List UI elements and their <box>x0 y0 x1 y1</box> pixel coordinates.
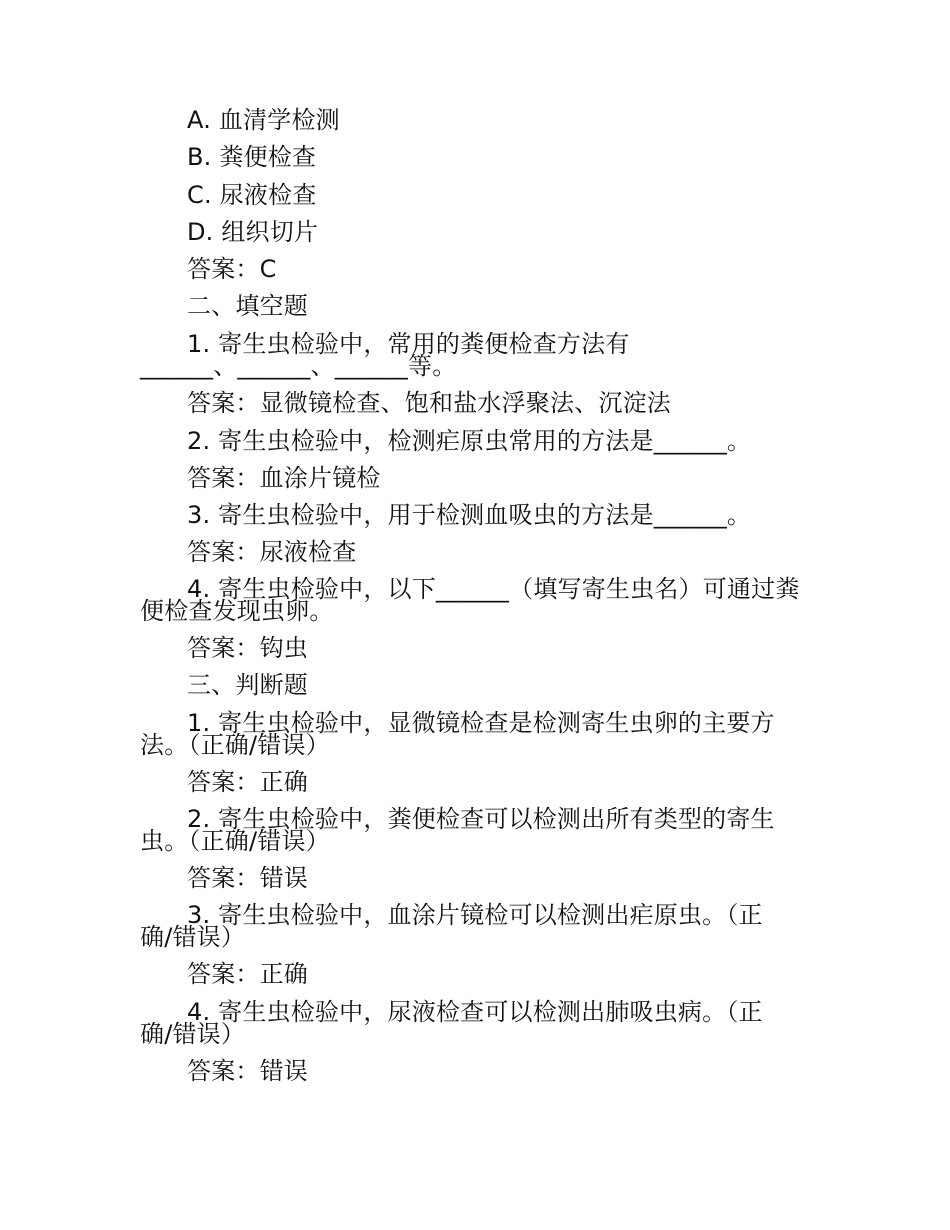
option-d: D. 组织切片 <box>187 218 319 246</box>
option-a: A. 血清学检测 <box>187 106 340 134</box>
fill-in-q1-line1: 1. 寄生虫检验中，常用的粪便检查方法有 <box>187 330 630 358</box>
fill-in-q4-answer: 答案：钩虫 <box>187 634 308 662</box>
true-false-q2-line2: 虫。（正确/错误） <box>140 827 330 855</box>
fill-in-q3: 3. 寄生虫检验中，用于检测血吸虫的方法是______。 <box>187 501 752 529</box>
choice-answer: 答案：C <box>187 255 277 283</box>
fill-in-q4-line1: 4. 寄生虫检验中，以下______（填写寄生虫名）可通过粪 <box>187 575 800 603</box>
true-false-q2-answer: 答案：错误 <box>187 864 308 892</box>
fill-in-q2: 2. 寄生虫检验中，检测疟原虫常用的方法是______。 <box>187 427 752 455</box>
fill-in-q1-line2: ______、______、______等。 <box>140 352 457 380</box>
fill-in-heading: 二、填空题 <box>187 292 308 320</box>
true-false-q1-line1: 1. 寄生虫检验中，显微镜检查是检测寄生虫卵的主要方 <box>187 709 775 737</box>
true-false-q4-answer: 答案：错误 <box>187 1057 308 1085</box>
true-false-q3-line1: 3. 寄生虫检验中，血涂片镜检可以检测出疟原虫。（正 <box>187 901 763 929</box>
fill-in-q4-line2: 便检查发现虫卵。 <box>140 597 334 625</box>
fill-in-q2-answer: 答案：血涂片镜检 <box>187 464 381 492</box>
true-false-q2-line1: 2. 寄生虫检验中，粪便检查可以检测出所有类型的寄生 <box>187 805 775 833</box>
true-false-q3-line2: 确/错误） <box>140 923 246 951</box>
option-b: B. 粪便检查 <box>187 143 317 171</box>
true-false-heading: 三、判断题 <box>187 671 308 699</box>
true-false-q4-line2: 确/错误） <box>140 1020 246 1048</box>
true-false-q4-line1: 4. 寄生虫检验中，尿液检查可以检测出肺吸虫病。（正 <box>187 998 763 1026</box>
true-false-q1-answer: 答案：正确 <box>187 768 308 796</box>
fill-in-q3-answer: 答案：尿液检查 <box>187 538 357 566</box>
true-false-q1-line2: 法。（正确/错误） <box>140 731 330 759</box>
option-c: C. 尿液检查 <box>187 181 317 209</box>
fill-in-q1-answer: 答案：显微镜检查、饱和盐水浮聚法、沉淀法 <box>187 389 671 417</box>
true-false-q3-answer: 答案：正确 <box>187 960 308 988</box>
